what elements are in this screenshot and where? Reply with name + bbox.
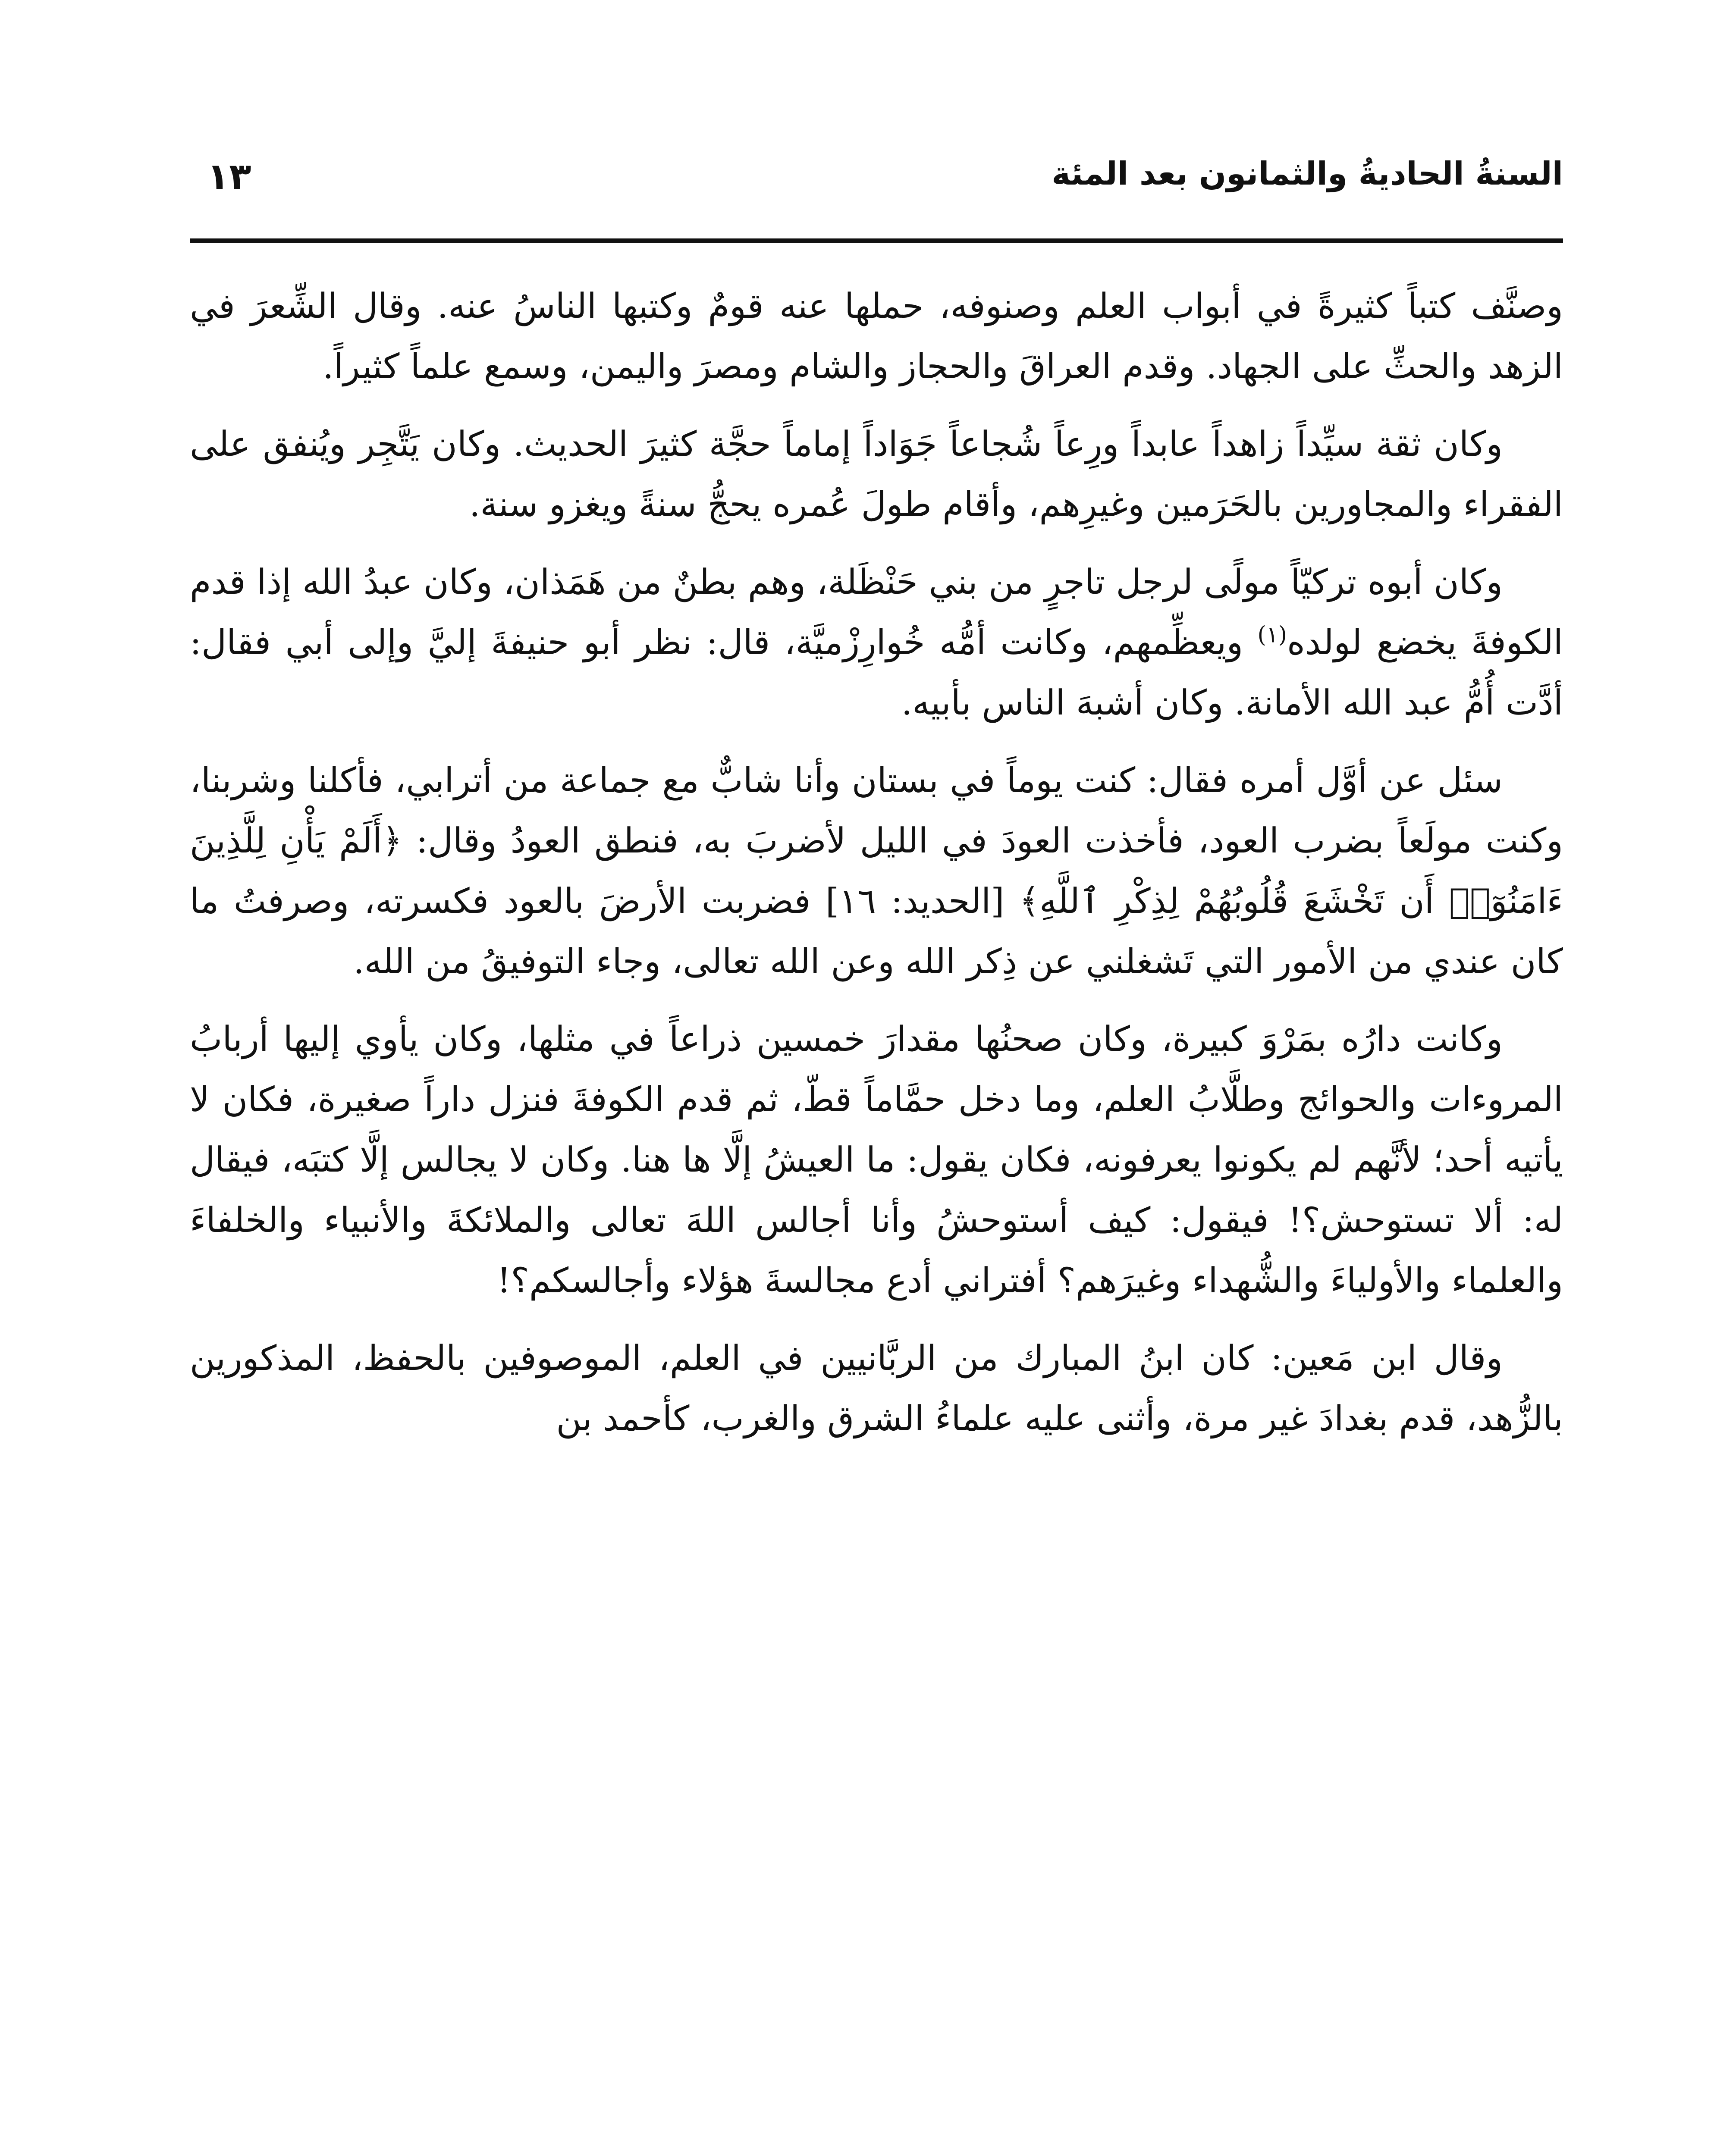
paragraph-3-text-after: ويعظِّمهم، وكانت أمُّه خُوارِزْميَّة، قال: نظر أبو حنيفةَ إليَّ وإلى أبي فقال: أدَّت أُمُّ عبد الله الأمانة. وكان أشبهَ الناس بأبيه.: [190, 622, 1563, 723]
header-rule: [190, 238, 1563, 243]
paragraph-1: وصنَّف كتباً كثيرةً في أبواب العلم وصنوفه، حملها عنه قومٌ وكتبها الناسُ عنه. وقال الشِّعرَ في الزهد والحثِّ على الجهاد. وقدم العراقَ والحجاز والشام ومصرَ واليمن، وسمع علماً كثيراً.: [190, 286, 1563, 386]
paragraph-3: [190, 552, 1563, 733]
paragraph-3-text-before: وكان أبوه تركيّاً مولًى لرجل تاجرٍ من بني حَنْظَلة، وهم بطنٌ من هَمَذان، وكان عبدُ الله إذا قدم الكوفةَ يخضع لولده: [190, 562, 1563, 662]
paragraph-5: وكانت دارُه بمَرْوَ كبيرة، وكان صحنُها مقدارَ خمسين ذراعاً في مثلها، وكان يأوي إليها أربابُ المروءات والحوائج وطلَّابُ العلم، وما دخل حمَّاماً قطّ، ثم قدم الكوفةَ فنزل داراً صغيرة، فكان لا يأتيه أحد؛ لأنَّهم لم يكونوا يعرفونه، فكان يقول: ما العيشُ إلَّا ها هنا. وكان لا يجالس إلَّا كتبَه، فيقال له: ألا تستوحش؟! فيقول: كيف أستوحشُ وأنا أجالس اللهَ تعالى والملائكةَ والأنبياء والخلفاءَ والعلماء والأولياءَ والشُّهداء وغيرَهم؟ أفتراني أدع مجالسةَ هؤلاء وأجالسكم؟!: [190, 1019, 1563, 1300]
body-text: [190, 276, 1563, 1466]
running-title: السنةُ الحاديةُ والثمانون بعد المئة: [1052, 155, 1563, 192]
paragraph-6: وقال ابن مَعين: كان ابنُ المبارك من الربَّانيين في العلم، الموصوفين بالحفظ، المذكورين بالزُّهد، قدم بغدادَ غير مرة، وأثنى عليه علماءُ الشرق والغرب، كأحمد بن: [190, 1338, 1563, 1438]
paragraph-4: سئل عن أوَّل أمره فقال: كنت يوماً في بستان وأنا شابٌّ مع جماعة من أترابي، فأكلنا وشربنا، وكنت مولَعاً بضرب العود، فأخذت العودَ في الليل لأضربَ به، فنطق العودُ وقال: ﴿أَلَمْ يَأْنِ لِلَّذِينَ ءَامَنُوٓا۟ أَن تَخْشَعَ قُلُوبُهُمْ لِذِكْرِ ٱللَّهِ﴾ [الحديد: ١٦] فضربت الأرضَ بالعود فكسرته، وصرفتُ ما كان عندي من الأمور التي تَشغلني عن ذِكر الله وعن الله تعالى، وجاء التوفيقُ من الله.: [190, 760, 1563, 981]
page-number: ١٣: [207, 155, 251, 197]
footnote-reference[interactable]: (١): [1257, 622, 1287, 648]
page-header: [190, 142, 1563, 207]
paragraph-2: وكان ثقة سيِّداً زاهداً عابداً ورِعاً شُجاعاً جَوَاداً إماماً حجَّة كثيرَ الحديث. وكان يَتَّجِر ويُنفق على الفقراء والمجاورين بالحَرَمين وغيرِهم، وأقام طولَ عُمره يحجُّ سنةً ويغزو سنة.: [190, 424, 1563, 524]
